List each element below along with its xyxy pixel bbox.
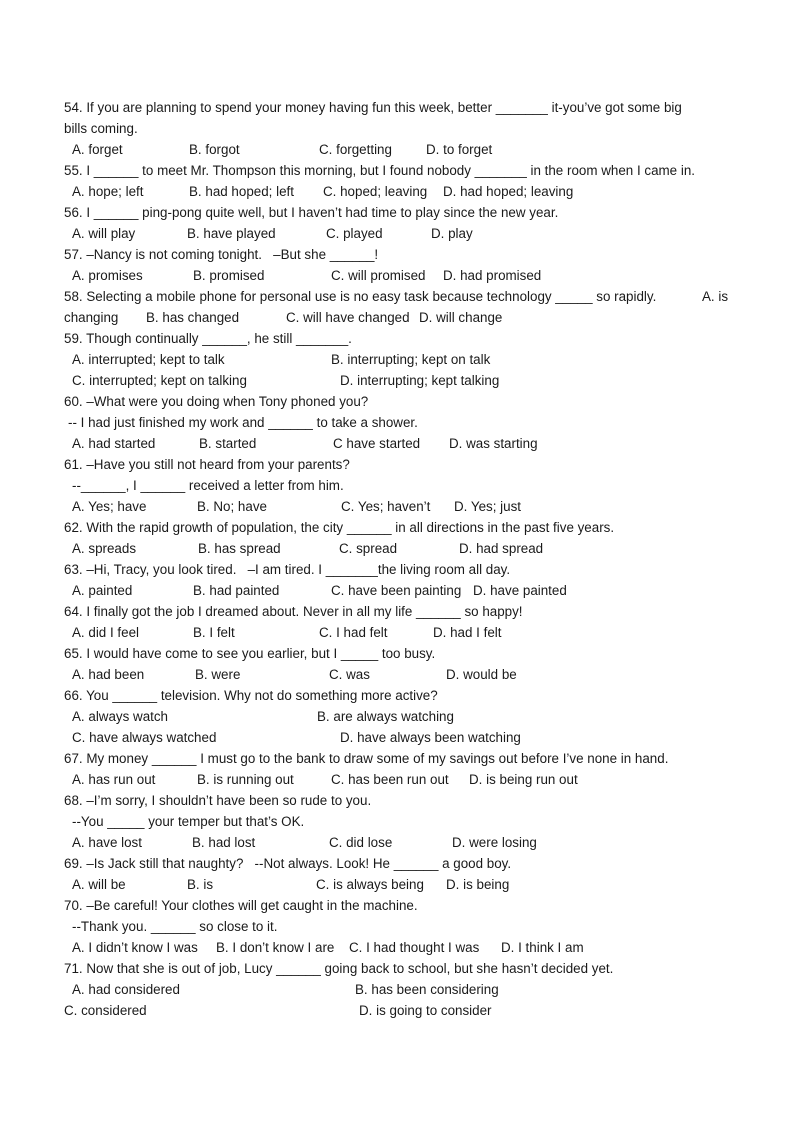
option-d: D. have painted [473, 583, 567, 598]
option-d: D. Yes; just [454, 499, 521, 514]
options-63 [0, 580, 800, 601]
option-a: A. will play [72, 226, 136, 241]
question-stem: 57. –Nancy is not coming tonight. –But she ______! [64, 247, 379, 262]
option-c: C. I had thought I was [349, 940, 480, 955]
option-c: C. have been painting [331, 583, 462, 598]
option-d: D. was starting [449, 436, 538, 451]
option-a: A. I didn’t know I was [72, 940, 198, 955]
question-67 [0, 748, 800, 769]
options-65 [0, 664, 800, 685]
option-b: B. I felt [193, 625, 235, 640]
option-d: D. have always been watching [340, 730, 521, 745]
question-stem: 65. I would have come to see you earlier, but I _____ too busy. [64, 646, 436, 661]
option-b: B. had painted [193, 583, 280, 598]
option-c: C. has been run out [331, 772, 449, 787]
question-stem: 68. –I’m sorry, I shouldn’t have been so rude to you. [64, 793, 372, 808]
option-c: C. interrupted; kept on talking [72, 373, 247, 388]
option-a: A. is [702, 289, 729, 304]
option-a: A. painted [72, 583, 133, 598]
option-a: A. hope; left [72, 184, 144, 199]
options-68 [0, 832, 800, 853]
option-c: C. Yes; haven’t [341, 499, 431, 514]
question-54 [0, 97, 800, 118]
option-b: B. has spread [198, 541, 281, 556]
question-60 [0, 391, 800, 412]
option-a: A. have lost [72, 835, 142, 850]
option-b: B. is [187, 877, 214, 892]
option-c: C. considered [64, 1003, 147, 1018]
option-a: A. had started [72, 436, 156, 451]
option-d: D. had promised [443, 268, 542, 283]
question-stem: 66. You ______ television. Why not do something more active? [64, 688, 438, 703]
option-a: A. interrupted; kept to talk [72, 352, 225, 367]
option-b: B. have played [187, 226, 276, 241]
options-67 [0, 769, 800, 790]
option-d: D. would be [446, 667, 517, 682]
option-a: A. Yes; have [72, 499, 147, 514]
question-stem: 64. I finally got the job I dreamed about. Never in all my life ______ so happy! [64, 604, 523, 619]
question-59 [0, 328, 800, 349]
option-c: C. is always being [316, 877, 424, 892]
option-d: D. is going to consider [359, 1003, 492, 1018]
option-a: A. did I feel [72, 625, 139, 640]
option-d: D. had spread [459, 541, 544, 556]
question-reply: --Thank you. ______ so close to it. [72, 919, 278, 934]
option-c: C. will have changed [286, 310, 410, 325]
question-65 [0, 643, 800, 664]
options-66-row-1 [0, 706, 800, 727]
option-d: D. is being run out [469, 772, 578, 787]
option-d: D. I think I am [501, 940, 584, 955]
options-60 [0, 433, 800, 454]
option-d: D. is being [446, 877, 510, 892]
question-57 [0, 244, 800, 265]
option-a: A. had been [72, 667, 145, 682]
question-stem: 58. Selecting a mobile phone for personal use is no easy task because technology _____ so rapidly. [64, 289, 657, 304]
option-d: D. were losing [452, 835, 537, 850]
option-a: A. had considered [72, 982, 180, 997]
question-reply: --______, I ______ received a letter from him. [72, 478, 344, 493]
option-d: D. to forget [426, 142, 493, 157]
options-64 [0, 622, 800, 643]
option-a: A. spreads [72, 541, 137, 556]
options-62 [0, 538, 800, 559]
question-reply: --You _____ your temper but that’s OK. [72, 814, 305, 829]
option-c: C. hoped; leaving [323, 184, 428, 199]
options-71-row-2 [0, 1000, 800, 1021]
question-56 [0, 202, 800, 223]
option-c: C. did lose [329, 835, 393, 850]
question-64 [0, 601, 800, 622]
question-stem: 59. Though continually ______, he still _______. [64, 331, 352, 346]
question-stem: 61. –Have you still not heard from your parents? [64, 457, 350, 472]
question-70 [0, 895, 800, 916]
option-a: A. will be [72, 877, 126, 892]
options-58 [0, 307, 800, 328]
options-55 [0, 181, 800, 202]
question-58 [0, 286, 800, 307]
option-c: C. have always watched [72, 730, 217, 745]
question-stem-continued: bills coming. [64, 121, 138, 136]
question-stem: 55. I ______ to meet Mr. Thompson this morning, but I found nobody _______ in the room when I came in. [64, 163, 695, 178]
question-66 [0, 685, 800, 706]
option-c: C. will promised [331, 268, 426, 283]
question-stem: 54. If you are planning to spend your money having fun this week, better _______ it-you’ve got some big [64, 100, 682, 115]
option-d: D. had hoped; leaving [443, 184, 574, 199]
option-b: B. are always watching [317, 709, 454, 724]
question-stem: 63. –Hi, Tracy, you look tired. –I am tired. I _______the living room all day. [64, 562, 511, 577]
option-b: B. had hoped; left [189, 184, 294, 199]
question-reply: -- I had just finished my work and ______ to take a shower. [68, 415, 418, 430]
options-59-row-1 [0, 349, 800, 370]
option-c: C. spread [339, 541, 398, 556]
option-d: D. will change [419, 310, 503, 325]
option-c: C. I had felt [319, 625, 388, 640]
question-68 [0, 790, 800, 811]
question-69 [0, 853, 800, 874]
options-56 [0, 223, 800, 244]
option-b: B. were [195, 667, 241, 682]
option-a: A. promises [72, 268, 143, 283]
option-b: B. has changed [146, 310, 240, 325]
option-c: C have started [333, 436, 421, 451]
options-69 [0, 874, 800, 895]
question-stem: 70. –Be careful! Your clothes will get caught in the machine. [64, 898, 418, 913]
option-b: B. promised [193, 268, 265, 283]
options-71-row-1 [0, 979, 800, 1000]
option-b: B. had lost [192, 835, 256, 850]
option-c: C. was [329, 667, 370, 682]
options-54 [0, 139, 800, 160]
question-63 [0, 559, 800, 580]
option-b: B. forgot [189, 142, 240, 157]
options-70 [0, 937, 800, 958]
options-66-row-2 [0, 727, 800, 748]
question-61 [0, 454, 800, 475]
option-d: D. interrupting; kept talking [340, 373, 500, 388]
options-61 [0, 496, 800, 517]
question-62 [0, 517, 800, 538]
question-stem: 69. –Is Jack still that naughty? --Not always. Look! He ______ a good boy. [64, 856, 512, 871]
option-a: A. forget [72, 142, 123, 157]
option-a: A. always watch [72, 709, 169, 724]
question-stem: 67. My money ______ I must go to the bank to draw some of my savings out before I’ve none in hand. [64, 751, 669, 766]
question-stem: 60. –What were you doing when Tony phoned you? [64, 394, 369, 409]
options-57 [0, 265, 800, 286]
option-c: C. played [326, 226, 383, 241]
option-b: B. No; have [197, 499, 267, 514]
options-59-row-2 [0, 370, 800, 391]
question-stem: 62. With the rapid growth of population, the city ______ in all directions in the past five years. [64, 520, 615, 535]
question-71 [0, 958, 800, 979]
question-stem: 56. I ______ ping-pong quite well, but I haven’t had time to play since the new year. [64, 205, 559, 220]
option-a-continued: changing [64, 310, 119, 325]
option-b: B. has been considering [355, 982, 499, 997]
option-b: B. is running out [197, 772, 294, 787]
option-d: D. had I felt [433, 625, 502, 640]
option-b: B. I don’t know I are [216, 940, 335, 955]
option-b: B. started [199, 436, 257, 451]
question-55 [0, 160, 800, 181]
option-d: D. play [431, 226, 473, 241]
question-stem: 71. Now that she is out of job, Lucy ______ going back to school, but she hasn’t decided yet. [64, 961, 614, 976]
option-c: C. forgetting [319, 142, 392, 157]
option-a: A. has run out [72, 772, 156, 787]
option-b: B. interrupting; kept on talk [331, 352, 491, 367]
